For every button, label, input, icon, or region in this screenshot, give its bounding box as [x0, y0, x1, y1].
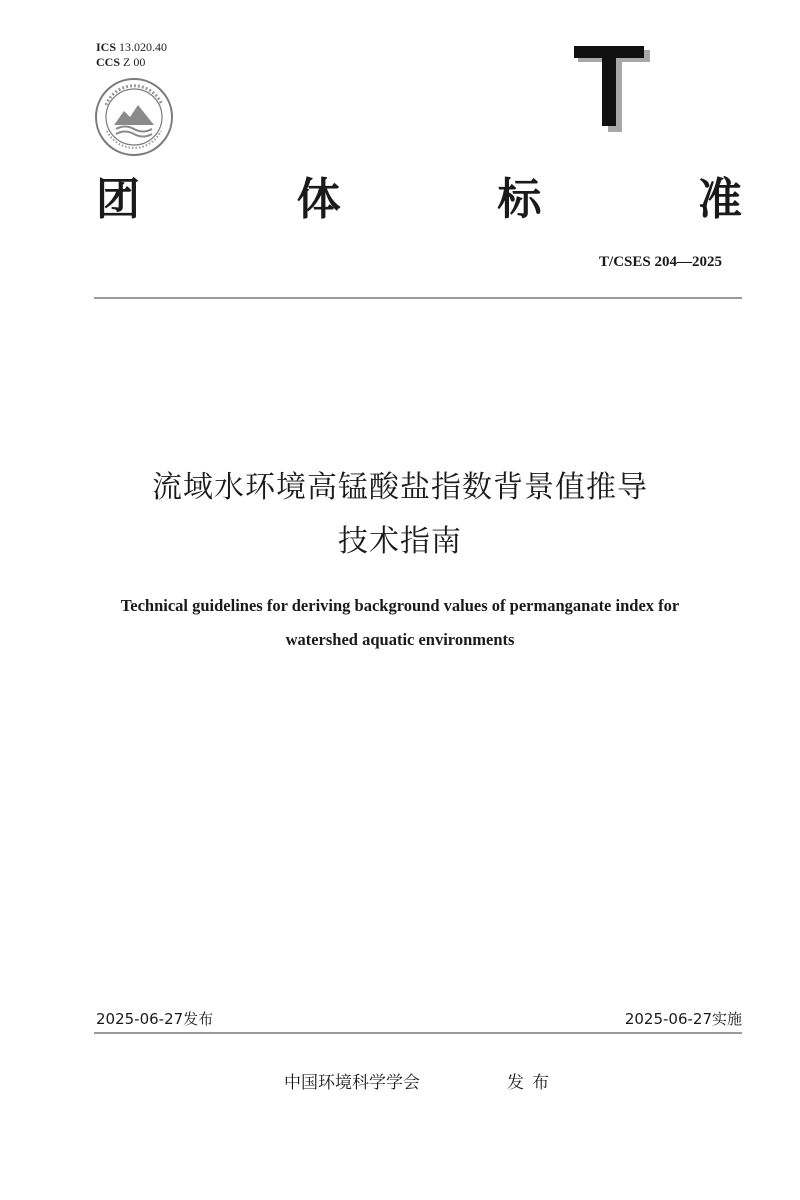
- publish-label: 发布: [507, 1073, 557, 1093]
- bottom-divider: [94, 1032, 742, 1034]
- issue-date: 2025-06-27发布: [96, 1010, 214, 1028]
- chinese-title-line-2: 技术指南: [338, 524, 462, 559]
- publisher-name: 中国环境科学学会: [284, 1073, 420, 1093]
- heading-char: 标: [497, 174, 542, 225]
- ccs-code: [96, 55, 167, 70]
- ics-value: 13.020.40: [119, 40, 168, 54]
- society-seal-icon: [94, 77, 174, 157]
- classification-codes: [96, 40, 167, 70]
- standard-heading: [96, 172, 742, 228]
- top-divider: [94, 297, 742, 299]
- ccs-value: Z 00: [123, 55, 146, 69]
- english-title-line-1: Technical guidelines for deriving background values of permanganate index for: [120, 596, 680, 615]
- ics-code: [96, 40, 167, 55]
- heading-char: 准: [697, 174, 742, 225]
- standard-number: T/CSES 204—2025: [599, 254, 722, 270]
- heading-char: 团: [96, 174, 140, 225]
- standard-type-mark: [570, 40, 650, 132]
- implementation-date: 2025-06-27实施: [624, 1010, 742, 1028]
- chinese-title-line-1: 流域水环境高锰酸盐指数背景值推导: [152, 470, 648, 505]
- ics-key: ICS: [96, 40, 117, 54]
- ccs-key: CCS: [96, 55, 121, 69]
- english-title-line-2: watershed aquatic environments: [285, 630, 515, 649]
- heading-char: 体: [296, 174, 341, 225]
